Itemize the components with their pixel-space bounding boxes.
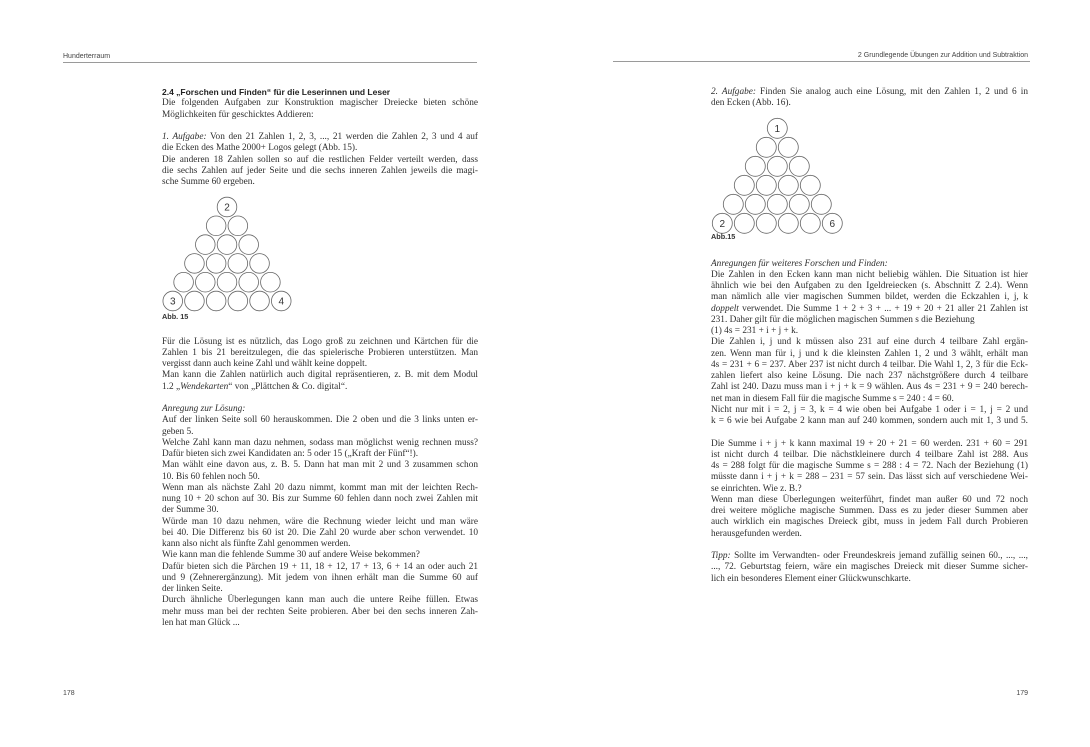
text-line: den Ecken (Abb. 16).	[711, 97, 791, 108]
triangle-cell	[756, 175, 776, 195]
triangle-cell	[206, 216, 226, 236]
triangle-cell	[239, 235, 259, 255]
triangle-cell	[723, 194, 743, 214]
triangle-cell	[800, 175, 820, 195]
right-page-bottom-text	[711, 259, 1028, 585]
task-label: 2. Aufgabe:	[711, 86, 756, 97]
triangle-cells	[163, 197, 291, 311]
triangle-cell	[185, 254, 205, 274]
text-line: lich ein besonderes Element einer Glückwunschkarte.	[711, 573, 911, 584]
text-line: Die anderen 18 Zahlen sollen so auf die restlichen Felder verteilt werden, dass	[162, 154, 478, 165]
text-line: ..., 72. Geburtstag feiern, wäre ein magisches Dreieck mit dieser Summe sicher-	[711, 562, 1028, 573]
triangle-cell	[745, 194, 765, 214]
triangle-cell	[250, 254, 270, 274]
triangle-cell	[789, 156, 809, 176]
text-line: Dafür bieten sich zwei Kandidaten an: 5 oder 15 („Kraft der Fünf“!).	[162, 449, 419, 459]
triangle-cells	[712, 118, 842, 233]
text-line: zahlen liefert also keine Lösung. Die nach 237 nächstgrößere durch 4 teilbare	[711, 371, 1028, 381]
text-line: ähnlich wie bei den Aufgaben zu den Igeldreiecken (s. Abschnitt Z 2.4). Wenn	[711, 281, 1028, 291]
text-line: Wie kann man die fehlende Summe 30 auf andere Weise bekommen?	[162, 550, 420, 561]
triangle-cell	[778, 213, 798, 233]
text-line: Man wählt eine davon aus, z. B. 5. Dann hat man mit 2 und 3 zusammen schon	[162, 460, 478, 471]
text-segment: “ von „Plättchen & Co. digital“.	[228, 381, 348, 392]
left-page-bottom-text	[162, 337, 478, 630]
magic-triangle-figure-15	[150, 190, 310, 315]
text-line	[711, 87, 1028, 98]
text-line: Wenn man diese Überlegungen weiterführt, findet man außer 60 und 72 noch	[711, 494, 1028, 505]
text-line: drei weitere mögliche magische Summen. Dass es zu jeder dieser Summen aber	[711, 506, 1028, 516]
text-line: Möglichkeiten für geschicktes Addieren:	[162, 109, 314, 120]
triangle-cell	[756, 213, 776, 233]
text-line: Man kann die Zahlen natürlich auch digital repräsentieren, z. B. mit dem Modul	[162, 370, 478, 381]
text-line: Durch ähnliche Überlegungen kann man auch die untere Reihe füllen. Etwas	[162, 595, 478, 606]
text-line: ist nicht durch 4 teilbar. Die nächstkleinere durch 4 teilbare Zahl ist 288. Aus	[711, 449, 1028, 460]
triangle-cell	[228, 216, 248, 236]
triangle-cell	[217, 272, 237, 292]
text-line: mehr muss man bei der rechten Seite probieren. Aber bei den sechs inneren Zah-	[162, 606, 478, 617]
triangle-cell	[756, 137, 776, 157]
triangle-cell	[778, 175, 798, 195]
figure-caption: Abb. 15	[162, 312, 189, 321]
triangle-cell	[800, 213, 820, 233]
task-label: 1. Aufgabe:	[162, 132, 207, 142]
corner-number-top: 1	[774, 123, 781, 135]
triangle-cell	[745, 156, 765, 176]
left-page-top-text	[162, 87, 478, 188]
text-line: Zahlen 1 bis 21 bereitzulegen, die das spielerische Probieren unterstützen. Man	[162, 347, 478, 358]
text-line: Würde man 10 dazu nehmen, wäre die Rechnung wieder leicht und man wäre	[162, 516, 478, 527]
paragraph-gap	[162, 121, 478, 132]
text-line: nung 10 + 20 schon auf 30. Bis zur Summe 60 fehlen dann noch zwei Zahlen mit	[162, 494, 478, 504]
figure-caption: Abb.15	[711, 232, 736, 241]
section-title: 2.4 „Forschen und Finden“ für die Leserinnen und Leser	[162, 87, 391, 97]
text-segment: Sollte im Verwandten- oder Freundeskreis jemand zufällig seinen 60., ..., ...,	[730, 551, 1028, 561]
header-rule-right	[613, 61, 1030, 62]
text-line: Dafür bieten sich die Pärchen 19 + 11, 18 + 12, 17 + 13, 6 + 14 an oder auch 21	[162, 561, 478, 572]
text-line	[162, 132, 478, 143]
text-line: len hat man Glück ...	[162, 617, 240, 628]
text-line: der linken Seite.	[162, 584, 223, 594]
text-line: vergisst dann auch keine Zahl und wählt keine doppelt.	[162, 359, 368, 369]
corner-number-bottom-left: 3	[169, 296, 176, 308]
text-line: die sechs Zahlen auf jeder Seite und die sechs inneren Zahlen jeweils die magi-	[162, 165, 478, 176]
triangle-cell	[196, 235, 216, 255]
triangle-cell	[778, 137, 798, 157]
paragraph-gap	[162, 393, 478, 404]
triangle-cell	[196, 272, 216, 292]
text-line: Für die Lösung ist es nützlich, das Logo groß zu zeichnen und Kärtchen für die	[162, 336, 478, 347]
equation-line: (1) 4s = 231 + i + j + k.	[711, 326, 799, 336]
text-line: geben 5.	[162, 426, 194, 437]
text-segment: Finden Sie analog auch eine Lösung, mit den Zahlen 1, 2 und 6 in	[755, 86, 1028, 97]
triangle-cell	[239, 272, 259, 292]
text-line: Nicht nur mit i = 2, j = 3, k = 4 wie oben bei Aufgabe 1 oder i = 1, j = 2 und	[711, 404, 1028, 415]
text-line: Welche Zahl kann man dazu nehmen, sodass man möglichst wenig rechnen muss?	[162, 437, 478, 448]
text-line: man nämlich alle vier magischen Summen bildet, werden die Eckzahlen i, j, k	[711, 292, 1028, 303]
text-line: herausgefunden werden.	[711, 528, 802, 539]
paragraph-gap	[711, 427, 1028, 438]
text-segment: 1.2 „	[162, 381, 181, 392]
corner-number-bottom-right: 4	[278, 296, 285, 308]
text-line: k = 6 wie bei Aufgabe 2 kann man auf 240 kommen, sondern auch mit 1, 3 und 5.	[711, 416, 1028, 426]
header-rule-left	[63, 62, 477, 63]
paragraph-gap	[711, 540, 1028, 551]
text-line: Zahl ist 240. Dazu muss man i + j + k = 9 wählen. Aus 4s = 231 + 9 = 240 berech-	[711, 382, 1028, 393]
corner-number-bottom-left: 2	[719, 218, 726, 230]
text-line: bei 40. Die Differenz bis 60 ist 20. Die Zahl 20 wurde aber schon verwendet. 10	[162, 527, 478, 538]
triangle-cell	[250, 291, 270, 311]
text-line: auch wirklich ein magisches Dreieck gibt, muss in jedem Fall durch Probieren	[711, 517, 1028, 528]
triangle-cell	[811, 194, 831, 214]
text-line: Die Summe i + j + k kann maximal 19 + 20 + 21 = 60 werden. 231 + 60 = 291	[711, 438, 1028, 449]
text-line: zen. Wenn man für i, j und k die kleinsten Zahlen 1, 2 und 3 wählt, erhält man	[711, 348, 1028, 359]
triangle-cell	[734, 213, 754, 233]
text-line	[711, 551, 1028, 562]
text-line: und 9 (Zehnerergänzung). Mit jedem von ihnen erhält man die Summe 60 auf	[162, 572, 478, 583]
magic-triangle-figure-16	[700, 110, 860, 235]
text-segment: verwendet. Die Summe 1 + 2 + 3 + ... + 19 + 20 + 21 aller 21 Zahlen ist	[738, 303, 1028, 314]
text-line: 4s = 231 + 6 = 237. Aber 237 ist nicht durch 4 teilbar. Die Wahl 1, 2, 3 für die Eck-	[711, 359, 1028, 370]
text-line: der Summe 30.	[162, 505, 219, 516]
tip-label: Tipp:	[711, 551, 731, 561]
running-header-left: Hunderterraum	[63, 53, 111, 60]
text-line	[711, 304, 1028, 315]
triangle-cell	[228, 291, 248, 311]
right-page-top-text	[711, 87, 1028, 110]
text-line: net man in diesem Fall für die magische Summe s = 240 : 4 = 60.	[711, 393, 954, 404]
text-line: Wenn man als nächste Zahl 20 dazu nimmt, kommt man mit der leichten Rech-	[162, 482, 478, 493]
triangle-cell	[734, 175, 754, 195]
emphasis: doppelt	[711, 303, 739, 314]
text-line: sche Summe 60 ergeben.	[162, 177, 255, 187]
text-line: müsste dann i + j + k = 288 – 231 = 57 sein. Das lässt sich auf verschiedene Wei-	[711, 472, 1028, 483]
text-line: Die Zahlen i, j und k müssen also 231 auf eine durch 4 teilbare Zahl ergän-	[711, 337, 1028, 348]
triangle-cell	[217, 235, 237, 255]
page-number-left: 178	[63, 690, 75, 697]
triangle-cell	[228, 254, 248, 274]
text-line: 10. Bis 60 fehlen noch 50.	[162, 471, 260, 482]
text-line: Die Zahlen in den Ecken kann man nicht beliebig wählen. Die Situation ist hier	[711, 269, 1028, 280]
triangle-cell	[261, 272, 281, 292]
triangle-cell	[789, 194, 809, 214]
text-line: die Ecken des Mathe 2000+ Logos gelegt (Abb. 15).	[162, 143, 358, 154]
text-segment: Von den 21 Zahlen 1, 2, 3, ..., 21 werden die Zahlen 2, 3 und 4 auf	[206, 132, 478, 142]
text-line: 231. Daher gilt für die möglichen magischen Summen s die Beziehung	[711, 314, 975, 325]
triangle-cell	[185, 291, 205, 311]
text-line: 4s = 288 folgt für die magische Summe s = 288 : 4 = 72. Nach der Beziehung (1)	[711, 461, 1028, 471]
hint-heading: Anregung zur Lösung:	[162, 404, 246, 414]
text-line: kann also nicht als fünfte Zahl genommen werden.	[162, 539, 351, 549]
triangle-cell	[206, 291, 226, 311]
triangle-cell	[174, 272, 194, 292]
module-name: Wendekarten	[180, 381, 229, 392]
page-number-right: 179	[1016, 690, 1028, 697]
text-line: Die folgenden Aufgaben zur Konstruktion magischer Dreiecke bieten schöne	[162, 98, 478, 109]
text-line: se einrichten. Wie z. B.?	[711, 483, 802, 494]
running-header-right: 2 Grundlegende Übungen zur Addition und Subtraktion	[857, 52, 1028, 59]
corner-number-top: 2	[224, 202, 230, 214]
triangle-cell	[767, 156, 787, 176]
triangle-cell	[767, 194, 787, 214]
triangle-cell	[206, 254, 226, 274]
corner-number-bottom-right: 6	[829, 218, 836, 230]
explore-heading: Anregungen für weiteres Forschen und Finden:	[711, 258, 888, 269]
text-line: Auf der linken Seite soll 60 herauskommen. Die 2 oben und die 3 links unten er-	[162, 415, 478, 426]
text-line	[162, 382, 478, 393]
